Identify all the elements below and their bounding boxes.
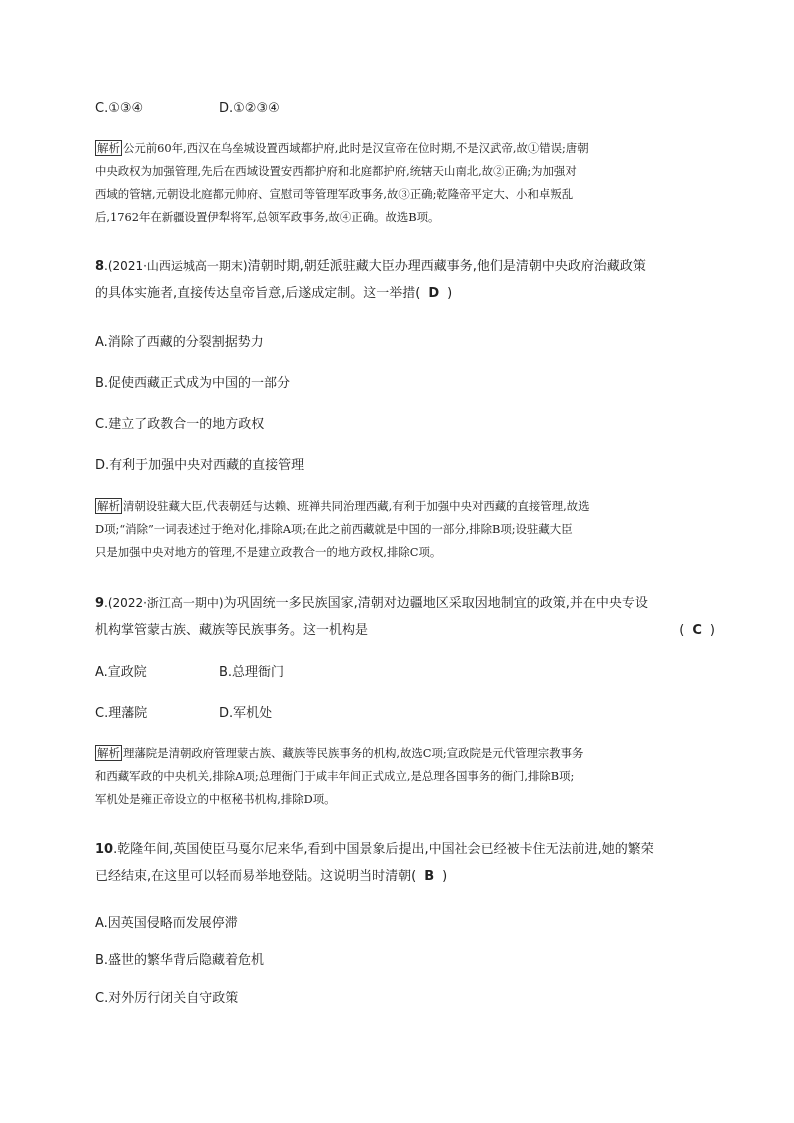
explanation-block [95, 137, 715, 229]
options-row [95, 665, 285, 681]
option-d: D.军机处 [219, 706, 273, 721]
question-stem-line: 已经结束,在这里可以轻而易举地登陆。这说明当时清朝( B ) [95, 869, 448, 884]
question-number: 8 [95, 259, 105, 274]
option-d: D.有利于加强中央对西藏的直接管理 [95, 458, 305, 473]
question-9 [95, 590, 715, 644]
option-a: A.宣政院 [95, 665, 147, 680]
question-stem-line: 8.(2021·山西运城高一期末)清朝时期,朝廷派驻藏大臣办理西藏事务,他们是清朝中央政府治藏政策 [95, 259, 646, 274]
explanation-line: 解析 理藩院是清朝政府管理蒙古族、藏族等民族事务的机构,故选C项;宣政院是元代管理宗教事务 [97, 746, 584, 760]
explanation-line: 后,1762年在新疆设置伊犁将军,总领军政事务,故④正确。故选B项。 [95, 210, 440, 224]
explanation-block [95, 495, 715, 564]
explanation-block [95, 742, 715, 811]
prev-options-row [95, 101, 280, 117]
question-stem-line: 机构掌管蒙古族、藏族等民族事务。这一机构是 ( C ) [95, 617, 715, 644]
option-c: C.对外厉行闭关自守政策 [95, 991, 239, 1006]
explanation-line: 中央政权为加强管理,先后在西域设置安西都护府和北庭都护府,统辖天山南北,故②正确;为加强对 [95, 164, 577, 178]
answer-bracket: ( C ) [679, 623, 715, 638]
analysis-tag: 解析 [97, 141, 120, 155]
explanation-line: 军机处是雍正帝设立的中枢秘书机构,排除D项。 [95, 792, 336, 806]
question-10 [95, 836, 715, 890]
option-a: A.消除了西藏的分裂割据势力 [95, 335, 264, 350]
option-d: D.①②③④ [219, 101, 280, 116]
question-number: 9 [95, 596, 105, 611]
explanation-line: 解析 公元前60年,西汉在乌垒城设置西域都护府,此时是汉宣帝在位时期,不是汉武帝,故①错误;唐朝 [97, 141, 589, 155]
analysis-tag: 解析 [97, 499, 120, 513]
question-number: 10 [95, 842, 114, 857]
answer-letter: D [428, 286, 440, 301]
option-c: C.建立了政教合一的地方政权 [95, 417, 265, 432]
explanation-line: 和西藏军政的中央机关,排除A项;总理衙门于咸丰年间正式成立,是总理各国事务的衙门,排除B项; [95, 769, 575, 783]
explanation-line: 解析 清朝设驻藏大臣,代表朝廷与达赖、班禅共同治理西藏,有利于加强中央对西藏的直接管理,故选 [97, 499, 590, 513]
explanation-line: 只是加强中央对地方的管理,不是建立政教合一的地方政权,排除C项。 [95, 545, 442, 559]
option-a: A.因英国侵略而发展停滞 [95, 916, 238, 931]
question-stem-line: 9.(2022·浙江高一期中)为巩固统一多民族国家,清朝对边疆地区采取因地制宜的政策,并在中央专设 [95, 596, 648, 611]
question-source: .(2021·山西运城高一期末) [104, 259, 248, 273]
question-stem-line: 的具体实施者,直接传达皇帝旨意,后遂成定制。这一举措( D ) [95, 286, 453, 301]
option-c: C.理藩院 [95, 706, 148, 721]
option-b: B.促使西藏正式成为中国的一部分 [95, 376, 291, 391]
question-stem-line: 10.乾隆年间,英国使臣马戛尔尼来华,看到中国景象后提出,中国社会已经被卡住无法前进,她的繁荣 [95, 842, 654, 857]
option-b: B.总理衙门 [219, 665, 285, 680]
option-b: B.盛世的繁华背后隐藏着危机 [95, 953, 265, 968]
explanation-line: 西域的管辖,元朝设北庭都元帅府、宣慰司等管理军政事务,故③正确;乾隆帝平定大、小和卓叛乱 [95, 187, 574, 201]
explanation-line: D项;“消除”一词表述过于绝对化,排除A项;在此之前西藏就是中国的一部分,排除B项;设驻藏大臣 [95, 522, 573, 536]
answer-letter: C [692, 623, 702, 638]
question-source: .(2022·浙江高一期中) [104, 596, 224, 610]
question-8 [95, 253, 715, 307]
analysis-tag: 解析 [97, 746, 120, 760]
options-row [95, 706, 273, 722]
option-c: C.①③④ [95, 101, 144, 116]
answer-letter: B [424, 869, 435, 884]
